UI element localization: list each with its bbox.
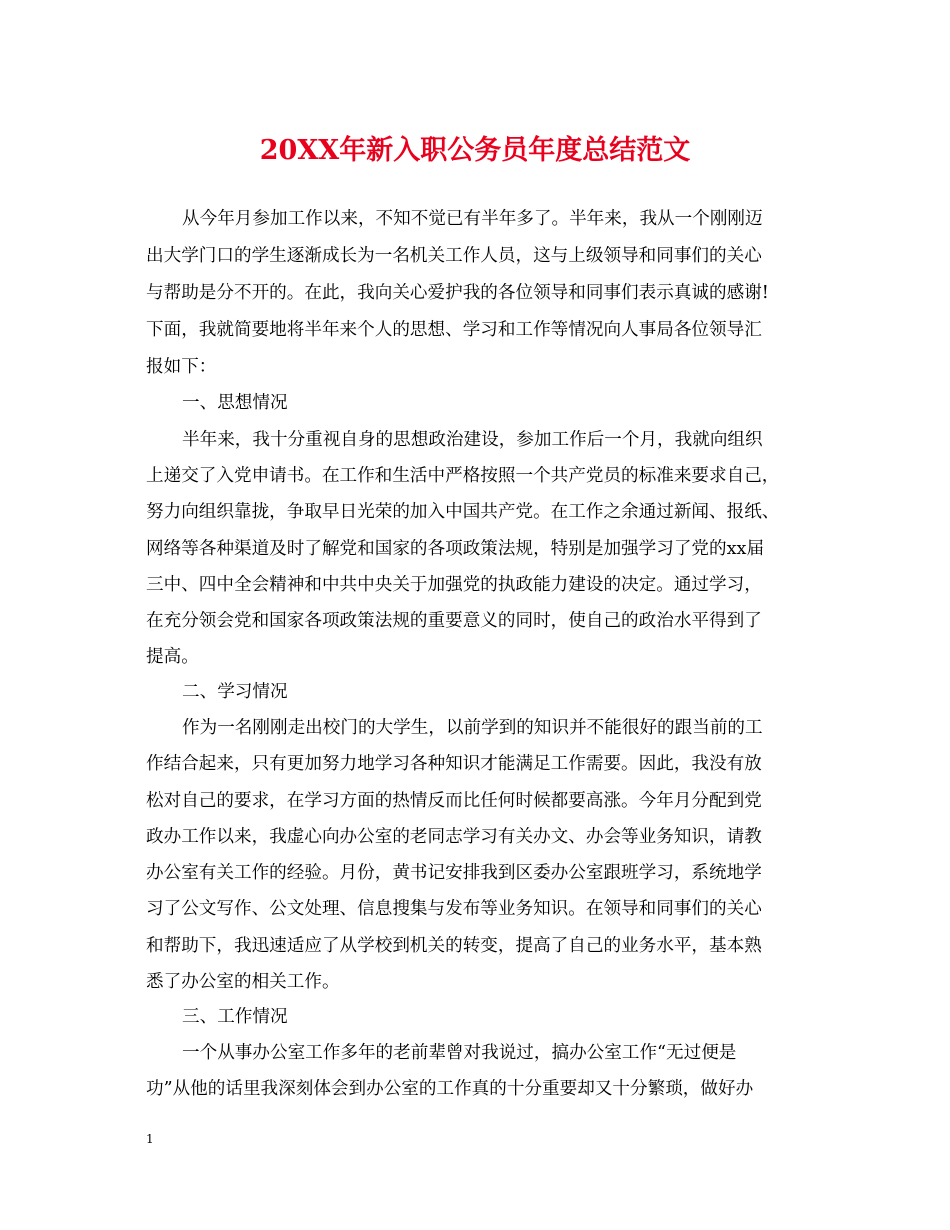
text-line: 从今年月参加工作以来，不知不觉已有半年多了。半年来，我从一个刚刚迈 <box>182 209 763 229</box>
text-line: 松对自己的要求，在学习方面的热情反而比任何时候都要高涨。今年月分配到党 <box>146 791 762 811</box>
text-line: 习了公文写作、公文处理、信息搜集与发布等业务知识。在领导和同事们的关心 <box>146 899 762 919</box>
text-line: 与帮助是分不开的。在此，我向关心爱护我的各位领导和同事们表示真诚的感谢! <box>146 283 769 303</box>
text-line: 悉了办公室的相关工作。 <box>146 972 340 992</box>
text-line: 和帮助下，我迅速适应了从学校到机关的转变，提高了自己的业务水平，基本熟 <box>146 936 762 956</box>
text-line: 政办工作以来，我虚心向办公室的老同志学习有关办文、办会等业务知识，请教 <box>146 827 762 847</box>
document-title: 20XX年新入职公务员年度总结范文 <box>259 135 691 166</box>
text-line: 一个从事办公室工作多年的老前辈曾对我说过，搞办公室工作“无过便是 <box>182 1043 737 1063</box>
section-heading: 三、工作情况 <box>182 1007 288 1027</box>
text-line: 功”从他的话里我深刻体会到办公室的工作真的十分重要却又十分繁琐，做好办 <box>146 1079 754 1099</box>
text-line: 作为一名刚刚走出校门的大学生，以前学到的知识并不能很好的跟当前的工 <box>182 718 763 738</box>
text-line: 上递交了入党申请书。在工作和生活中严格按照一个共产党员的标准来要求自己， <box>146 466 780 486</box>
text-line: 出大学门口的学生逐渐成长为一名机关工作人员，这与上级领导和同事们的关心 <box>146 246 762 266</box>
page-number: 1 <box>146 1132 154 1146</box>
text-line: 提高。 <box>146 647 199 667</box>
section-heading: 二、学习情况 <box>182 682 288 702</box>
text-line: 作结合起来，只有更加努力地学习各种知识才能满足工作需要。因此，我没有放 <box>146 754 762 774</box>
text-line: 半年来，我十分重视自身的思想政治建设，参加工作后一个月，我就向组织 <box>182 430 763 450</box>
text-line: 在充分领会党和国家各项政策法规的重要意义的同时，使自己的政治水平得到了 <box>146 611 762 631</box>
text-line: 网络等各种渠道及时了解党和国家的各项政策法规，特别是加强学习了党的xx届 <box>146 539 765 559</box>
text-line: 努力向组织靠拢，争取早日光荣的加入中国共产党。在工作之余通过新闻、报纸、 <box>146 502 780 522</box>
text-line: 报如下： <box>146 357 217 377</box>
text-line: 下面，我就简要地将半年来个人的思想、学习和工作等情况向人事局各位领导汇 <box>146 320 762 340</box>
text-line: 办公室有关工作的经验。月份，黄书记安排我到区委办公室跟班学习，系统地学 <box>146 863 762 883</box>
section-heading: 一、思想情况 <box>182 393 288 413</box>
text-line: 三中、四中全会精神和中共中央关于加强党的执政能力建设的决定。通过学习， <box>146 575 762 595</box>
